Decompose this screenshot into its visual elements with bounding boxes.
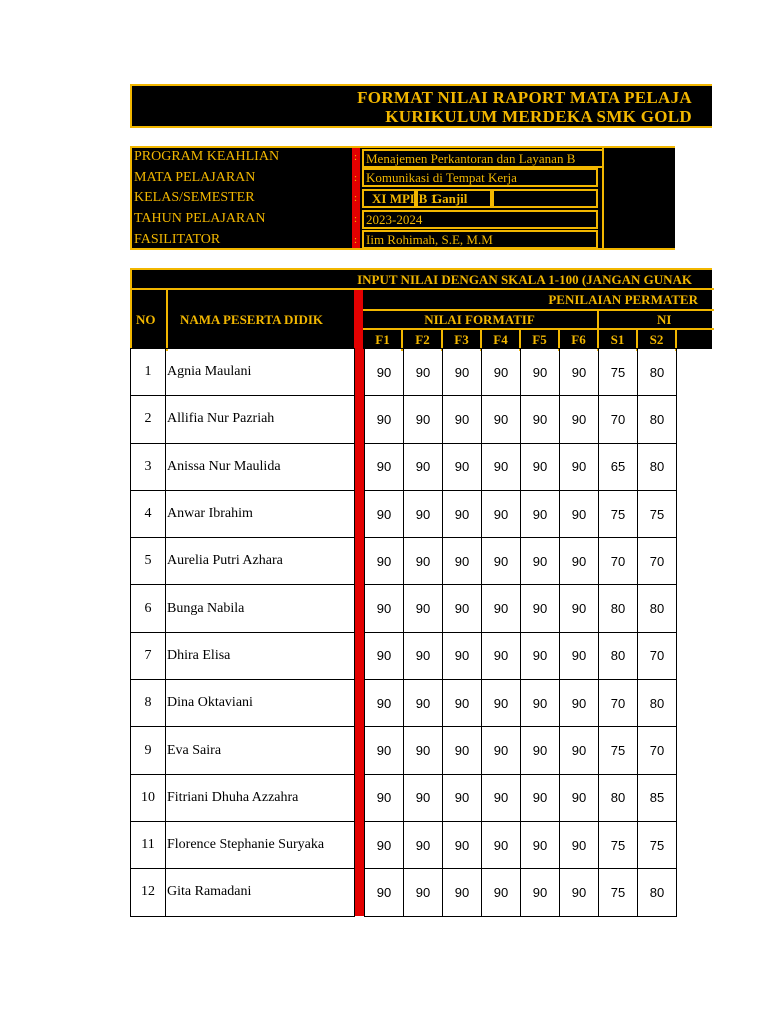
grade-cell-f3[interactable]: 90 <box>443 680 482 727</box>
grade-cell-s2[interactable]: 80 <box>638 349 677 396</box>
grade-cell-f5[interactable]: 90 <box>521 349 560 396</box>
row-red-marker <box>355 585 365 632</box>
student-name: Allifia Nur Pazriah <box>166 396 355 443</box>
grade-cell-f1[interactable]: 90 <box>365 349 404 396</box>
column-header-f6: F6 <box>571 332 586 347</box>
grade-cell-s1[interactable]: 80 <box>599 585 638 632</box>
header-rule <box>132 288 714 290</box>
row-number: 1 <box>131 349 166 396</box>
grade-cell-f1[interactable]: 90 <box>365 443 404 490</box>
grade-cell-s1[interactable]: 70 <box>599 396 638 443</box>
grade-cell-s2[interactable]: 80 <box>638 396 677 443</box>
grade-cell-f1[interactable]: 90 <box>365 821 404 868</box>
grade-cell-f2[interactable]: 90 <box>404 727 443 774</box>
row-red-marker <box>355 727 365 774</box>
fasilitator-label: FASILITATOR <box>134 232 221 247</box>
grades-table <box>130 348 677 917</box>
row-number: 5 <box>131 538 166 585</box>
grade-cell-f6[interactable]: 90 <box>560 680 599 727</box>
column-header-f1: F1 <box>375 332 390 347</box>
fasilitator-value[interactable]: Iim Rohimah, S.E, M.M <box>362 230 598 249</box>
grade-cell-f5[interactable]: 90 <box>521 727 560 774</box>
grade-cell-s2[interactable]: 70 <box>638 632 677 679</box>
grade-cell-f5[interactable]: 90 <box>521 443 560 490</box>
tahun-value[interactable]: 2023-2024 <box>362 210 598 229</box>
table-row <box>131 680 677 727</box>
table-row <box>131 727 677 774</box>
grade-cell-f3[interactable]: 90 <box>443 869 482 916</box>
grade-cell-f3[interactable]: 90 <box>443 443 482 490</box>
grade-cell-f6[interactable]: 90 <box>560 727 599 774</box>
grade-cell-f4[interactable]: 90 <box>482 680 521 727</box>
student-name: Aurelia Putri Azhara <box>166 538 355 585</box>
grade-cell-s1[interactable]: 70 <box>599 680 638 727</box>
grade-cell-s2[interactable]: 80 <box>638 869 677 916</box>
grade-cell-f4[interactable]: 90 <box>482 396 521 443</box>
header-formatif: NILAI FORMATIF <box>424 312 535 327</box>
student-name: Bunga Nabila <box>166 585 355 632</box>
kelas-label: KELAS/SEMESTER <box>134 190 255 205</box>
column-header-f4: F4 <box>493 332 508 347</box>
tahun-separator: : <box>354 213 358 225</box>
grade-cell-f6[interactable]: 90 <box>560 869 599 916</box>
table-row <box>131 349 677 396</box>
grade-cell-f4[interactable]: 90 <box>482 632 521 679</box>
grade-cell-s1[interactable]: 75 <box>599 869 638 916</box>
info-block <box>130 146 675 250</box>
grade-cell-f5[interactable]: 90 <box>521 632 560 679</box>
grade-cell-f2[interactable]: 90 <box>404 632 443 679</box>
grade-cell-f4[interactable]: 90 <box>482 443 521 490</box>
column-header-f2: F2 <box>415 332 430 347</box>
student-name: Gita Ramadani <box>166 869 355 916</box>
row-number: 2 <box>131 396 166 443</box>
mapel-separator: : <box>354 172 358 184</box>
grade-cell-f3[interactable]: 90 <box>443 585 482 632</box>
grade-cell-s2[interactable]: 85 <box>638 774 677 821</box>
student-name: Florence Stephanie Suryaka <box>166 821 355 868</box>
table-row <box>131 821 677 868</box>
student-name: Agnia Maulani <box>166 349 355 396</box>
row-red-marker <box>355 349 365 396</box>
header-rule <box>363 328 714 330</box>
row-red-marker <box>355 869 365 916</box>
grade-cell-f5[interactable]: 90 <box>521 680 560 727</box>
grade-cell-s2[interactable]: 80 <box>638 680 677 727</box>
grade-cell-f2[interactable]: 90 <box>404 490 443 537</box>
grade-cell-s2[interactable]: 80 <box>638 585 677 632</box>
grade-cell-s1[interactable]: 75 <box>599 349 638 396</box>
row-number: 4 <box>131 490 166 537</box>
row-red-marker <box>355 774 365 821</box>
grade-cell-f5[interactable]: 90 <box>521 869 560 916</box>
grade-cell-s1[interactable]: 75 <box>599 821 638 868</box>
grade-cell-f3[interactable]: 90 <box>443 632 482 679</box>
grade-cell-f1[interactable]: 90 <box>365 680 404 727</box>
grade-cell-f6[interactable]: 90 <box>560 349 599 396</box>
grade-cell-f1[interactable]: 90 <box>365 632 404 679</box>
grade-cell-s1[interactable]: 75 <box>599 490 638 537</box>
row-red-marker <box>355 396 365 443</box>
grade-cell-f3[interactable]: 90 <box>443 821 482 868</box>
kelas-separator: : <box>354 192 358 204</box>
grade-cell-f2[interactable]: 90 <box>404 538 443 585</box>
kelas-extra-cell[interactable] <box>492 189 598 208</box>
row-red-marker <box>355 821 365 868</box>
grade-cell-f5[interactable]: 90 <box>521 774 560 821</box>
grade-cell-s2[interactable]: 75 <box>638 821 677 868</box>
grade-cell-f6[interactable]: 90 <box>560 443 599 490</box>
grade-cell-f6[interactable]: 90 <box>560 821 599 868</box>
fasilitator-separator: : <box>354 234 358 246</box>
grade-cell-f2[interactable]: 90 <box>404 821 443 868</box>
grade-cell-f2[interactable]: 90 <box>404 869 443 916</box>
table-row <box>131 538 677 585</box>
header-red-marker <box>354 290 363 351</box>
info-right-block <box>602 148 679 248</box>
grade-cell-f3[interactable]: 90 <box>443 349 482 396</box>
input-scale-banner: INPUT NILAI DENGAN SKALA 1-100 (JANGAN GUNAK <box>357 272 692 287</box>
grade-cell-f3[interactable]: 90 <box>443 774 482 821</box>
column-header-s1: S1 <box>610 332 625 347</box>
title-banner <box>130 84 712 128</box>
grade-cell-f2[interactable]: 90 <box>404 585 443 632</box>
grade-cell-f3[interactable]: 90 <box>443 396 482 443</box>
row-number: 8 <box>131 680 166 727</box>
header-no: NO <box>136 312 156 327</box>
row-number: 6 <box>131 585 166 632</box>
column-header-f3: F3 <box>454 332 469 347</box>
column-header-s2: S2 <box>649 332 664 347</box>
row-number: 7 <box>131 632 166 679</box>
row-red-marker <box>355 490 365 537</box>
row-red-marker <box>355 632 365 679</box>
grade-cell-f4[interactable]: 90 <box>482 727 521 774</box>
row-red-marker <box>355 443 365 490</box>
grade-cell-f5[interactable]: 90 <box>521 490 560 537</box>
grade-cell-f4[interactable]: 90 <box>482 349 521 396</box>
program-separator: : <box>354 151 358 163</box>
kelas-value[interactable]: XI MPLB 1 <box>362 189 416 208</box>
row-number: 3 <box>131 443 166 490</box>
student-name: Dhira Elisa <box>166 632 355 679</box>
row-red-marker <box>355 680 365 727</box>
grade-cell-f1[interactable]: 90 <box>365 727 404 774</box>
grade-cell-f4[interactable]: 90 <box>482 538 521 585</box>
student-name: Anwar Ibrahim <box>166 490 355 537</box>
grade-cell-f2[interactable]: 90 <box>404 349 443 396</box>
row-number: 11 <box>131 821 166 868</box>
column-header-f5: F5 <box>532 332 547 347</box>
semester-value[interactable]: Ganjil <box>416 189 492 208</box>
grade-cell-f2[interactable]: 90 <box>404 774 443 821</box>
row-number: 9 <box>131 727 166 774</box>
grade-cell-f2[interactable]: 90 <box>404 396 443 443</box>
grade-cell-f3[interactable]: 90 <box>443 538 482 585</box>
mapel-value[interactable]: Komunikasi di Tempat Kerja <box>362 168 598 187</box>
grade-cell-s1[interactable]: 75 <box>599 727 638 774</box>
grade-cell-f1[interactable]: 90 <box>365 774 404 821</box>
grade-cell-f5[interactable]: 90 <box>521 538 560 585</box>
grade-cell-f6[interactable]: 90 <box>560 396 599 443</box>
grade-cell-s2[interactable]: 70 <box>638 727 677 774</box>
grade-cell-s2[interactable]: 75 <box>638 490 677 537</box>
program-value[interactable]: Menajemen Perkantoran dan Layanan B <box>362 149 602 168</box>
header-penilaian: PENILAIAN PERMATER <box>548 292 698 307</box>
grade-cell-f1[interactable]: 90 <box>365 490 404 537</box>
grade-cell-f4[interactable]: 90 <box>482 774 521 821</box>
mapel-label: MATA PELAJARAN <box>134 170 256 185</box>
row-red-marker <box>355 538 365 585</box>
grade-cell-s2[interactable]: 80 <box>638 443 677 490</box>
grade-cell-f5[interactable]: 90 <box>521 821 560 868</box>
grade-cell-f2[interactable]: 90 <box>404 680 443 727</box>
grade-cell-f1[interactable]: 90 <box>365 869 404 916</box>
student-name: Anissa Nur Maulida <box>166 443 355 490</box>
grade-cell-f1[interactable]: 90 <box>365 585 404 632</box>
row-number: 12 <box>131 869 166 916</box>
header-nama: NAMA PESERTA DIDIK <box>180 312 324 327</box>
student-name: Eva Saira <box>166 727 355 774</box>
grade-cell-s1[interactable]: 80 <box>599 774 638 821</box>
header-divider <box>166 288 168 351</box>
grade-cell-f6[interactable]: 90 <box>560 585 599 632</box>
grade-cell-f6[interactable]: 90 <box>560 632 599 679</box>
table-row <box>131 396 677 443</box>
grade-cell-f6[interactable]: 90 <box>560 538 599 585</box>
student-name: Dina Oktaviani <box>166 680 355 727</box>
grade-cell-f4[interactable]: 90 <box>482 490 521 537</box>
grade-cell-f6[interactable]: 90 <box>560 774 599 821</box>
grade-cell-f1[interactable]: 90 <box>365 538 404 585</box>
grade-cell-f4[interactable]: 90 <box>482 869 521 916</box>
table-row <box>131 585 677 632</box>
grade-cell-s1[interactable]: 65 <box>599 443 638 490</box>
grade-cell-f4[interactable]: 90 <box>482 821 521 868</box>
table-row <box>131 774 677 821</box>
header-rule <box>363 309 714 311</box>
grade-cell-s1[interactable]: 80 <box>599 632 638 679</box>
table-row <box>131 443 677 490</box>
grade-cell-f5[interactable]: 90 <box>521 585 560 632</box>
grade-cell-f3[interactable]: 90 <box>443 490 482 537</box>
grade-cell-f5[interactable]: 90 <box>521 396 560 443</box>
table-row <box>131 490 677 537</box>
grade-cell-f1[interactable]: 90 <box>365 396 404 443</box>
header-sumatif: NI <box>657 312 672 327</box>
grade-cell-s1[interactable]: 70 <box>599 538 638 585</box>
tahun-label: TAHUN PELAJARAN <box>134 211 266 226</box>
table-row <box>131 869 677 916</box>
table-row <box>131 632 677 679</box>
grade-cell-f6[interactable]: 90 <box>560 490 599 537</box>
grade-cell-f4[interactable]: 90 <box>482 585 521 632</box>
title-line-1: FORMAT NILAI RAPORT MATA PELAJA <box>357 88 692 107</box>
program-label: PROGRAM KEAHLIAN <box>134 149 280 164</box>
grade-cell-f3[interactable]: 90 <box>443 727 482 774</box>
student-name: Fitriani Dhuha Azzahra <box>166 774 355 821</box>
grade-table-header <box>130 268 712 349</box>
grade-cell-f2[interactable]: 90 <box>404 443 443 490</box>
row-number: 10 <box>131 774 166 821</box>
title-line-2: KURIKULUM MERDEKA SMK GOLD <box>385 107 692 126</box>
grade-cell-s2[interactable]: 70 <box>638 538 677 585</box>
